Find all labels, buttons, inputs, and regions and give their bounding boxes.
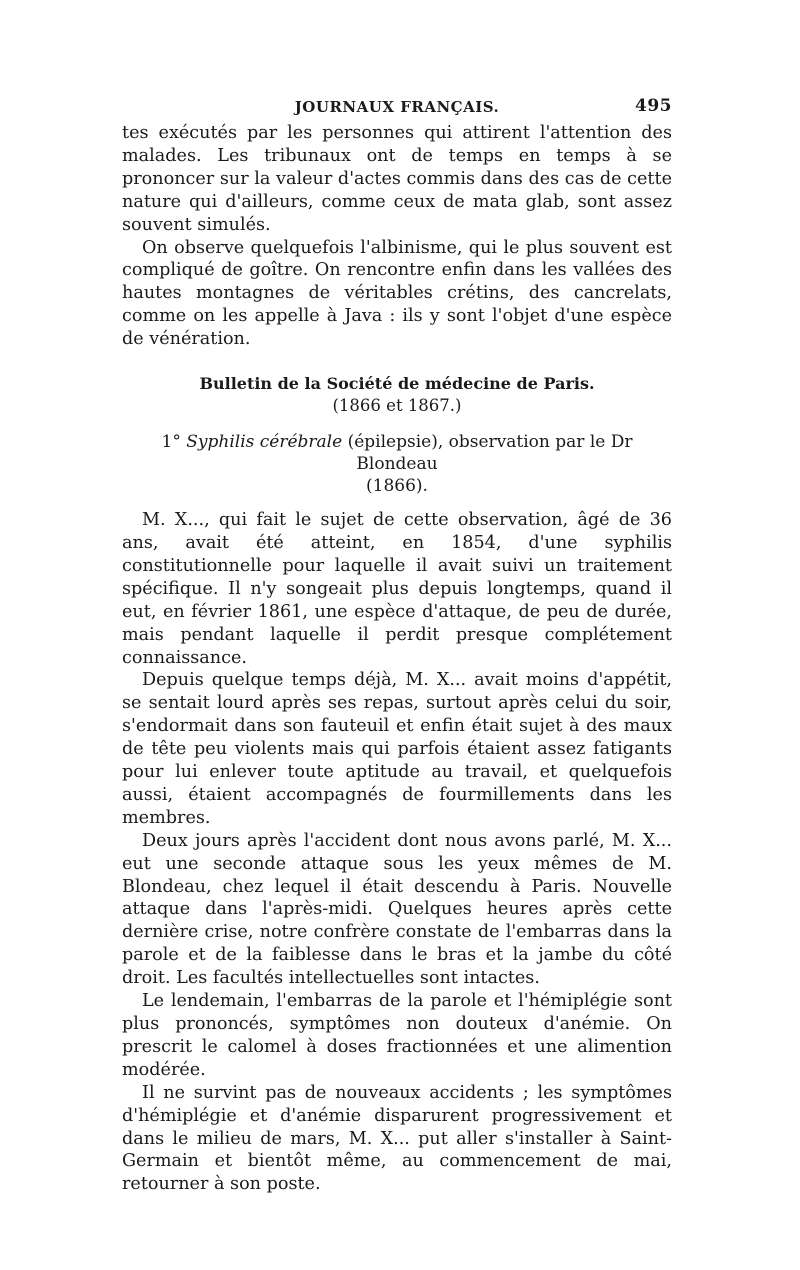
item-title-italic: Syphilis cérébrale: [186, 432, 343, 453]
section-years: (1866 et 1867.): [332, 396, 462, 416]
page-number: 495: [635, 96, 672, 116]
section-heading: Bulletin de la Société de médecine de Paris.: [199, 374, 595, 394]
body-paragraph-4: Le lendemain, l'embarras de la parole et l'hémiplégie sont plus prononcés, symptômes non douteux d'anémie. On prescrit le calomel à doses fractionnées et une alimention modérée.: [122, 991, 672, 1080]
body-paragraph-5: Il ne survint pas de nouveaux accidents ; les symptômes d'hémiplégie et d'anémie disparurent progressivement et dans le milieu de mars, M. X... put aller s'installer à Saint-Germain et bientôt même, au commencement de mai, retourner à son poste.: [122, 1082, 672, 1195]
running-title: JOURNAUX FRANÇAIS.: [294, 98, 500, 116]
book-page: [122, 92, 672, 1196]
body-paragraph-3: Deux jours après l'accident dont nous avons parlé, M. X... eut une seconde attaque sous les yeux mêmes de M. Blondeau, chez lequel il était descendu à Paris. Nouvelle attaque dans l'après-midi. Quelques heures après cette dernière crise, notre confrère constate de l'embarras dans la parole et de la faiblesse dans le bras et la jambe du côté droit. Les facultés intellectuelles sont intactes.: [122, 830, 672, 989]
body-paragraph-1: M. X..., qui fait le sujet de cette observation, âgé de 36 ans, avait été atteint, en 1854, d'une syphilis constitutionnelle pour laquelle il avait suivi un traitement spécifique. Il n'y songeait plus depuis longtemps, quand il eut, en février 1861, une espèce d'attaque, de peu de durée, mais pendant laquelle il perdit presque complétement connaissance.: [122, 510, 672, 668]
observation-title: [122, 431, 672, 475]
paragraph-albinisme: On observe quelquefois l'albinisme, qui le plus souvent est compliqué de goître. On rencontre enfin dans les vallées des hautes montagnes de véritables crétins, des cancrelats, comme on les appelle à Java : ils y sont l'objet d'une espèce de vénération.: [122, 237, 672, 350]
observation-year: (1866).: [366, 476, 428, 497]
item-number: 1°: [161, 432, 181, 453]
body-paragraph-2: Depuis quelque temps déjà, M. X... avait moins d'appétit, se sentait lourd après ses repas, surtout après celui du soir, s'endormait dans son fauteuil et enfin était sujet à des maux de tête peu violents mais qui parfois étaient assez fatigants pour lui enlever toute aptitude au travail, et quelquefois aussi, étaient accompagnés de fourmillements dans les membres.: [122, 670, 672, 828]
paragraph-continuation: tes exécutés par les personnes qui attirent l'attention des malades. Les tribunaux ont de temps en temps à se prononcer sur la valeur d'actes commis dans des cas de cette nature qui d'ailleurs, comme ceux de mata glab, sont assez souvent simulés.: [122, 123, 672, 235]
item-title-rest: (épilepsie), observation par le Dr Blondeau: [342, 432, 633, 475]
running-header: [122, 92, 672, 122]
